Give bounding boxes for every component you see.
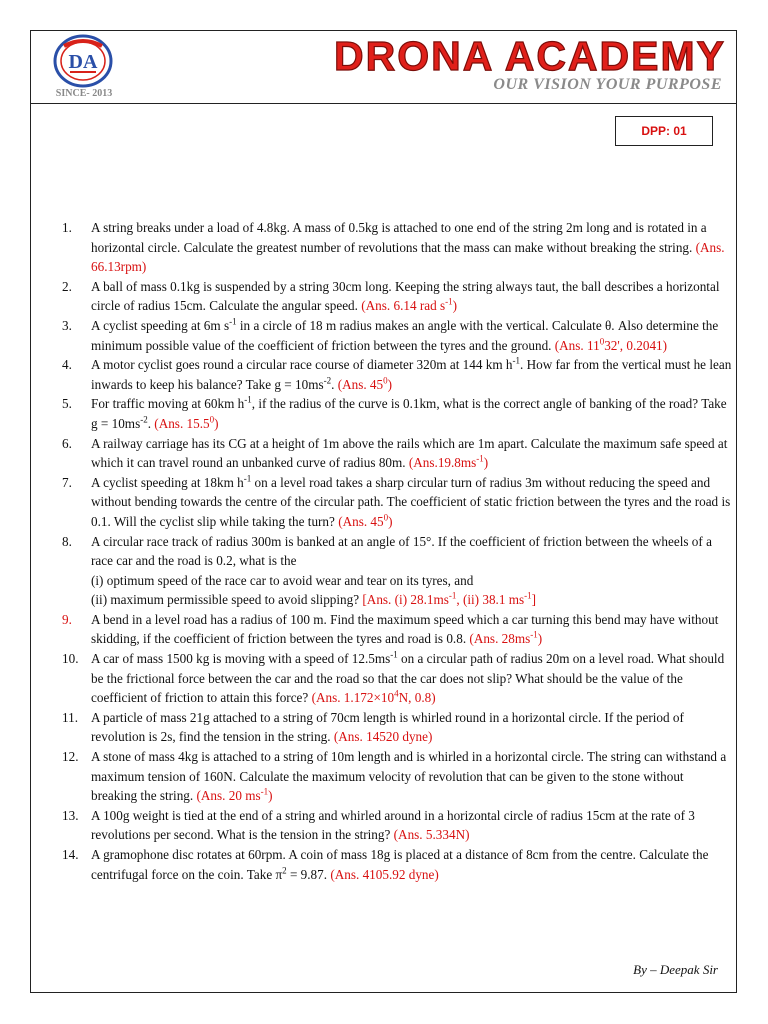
answer-text: -1 bbox=[530, 630, 538, 641]
answer-text: ) bbox=[268, 788, 273, 804]
question-item bbox=[62, 845, 732, 884]
question-number: 6. bbox=[62, 435, 72, 451]
answer-text: 0 bbox=[383, 375, 388, 386]
answer-text: 32', 0.2041) bbox=[604, 337, 668, 353]
question-text: -1 bbox=[390, 649, 398, 660]
question-item bbox=[62, 316, 732, 355]
answer-text: (Ans.19.8ms bbox=[408, 455, 477, 471]
question-text: in a circle of 18 m radius makes an angle with the vertical. Calculate θ. Also determine the minimum possible value of the coefficient of friction between the tyres and the ground. bbox=[91, 317, 719, 353]
question-text: A stone of mass 4kg is attached to a string of 10m length and is whirled in a horizontal circle. The string can withstand a maximum tension of 160N. Calculate the maximum velocity of revolution that can be given to the stone without breaking the string. bbox=[91, 749, 727, 804]
question-text: A gramophone disc rotates at 60rpm. A coin of mass 18g is placed at a distance of 8cm from the centre. Calculate the centrifugal force on the coin. Take π bbox=[91, 847, 709, 882]
question-item bbox=[62, 277, 732, 316]
question-text: -2 bbox=[140, 414, 148, 425]
question-text: For traffic moving at 60km h bbox=[91, 396, 245, 412]
question-number: 3. bbox=[62, 317, 72, 333]
header-divider bbox=[30, 103, 737, 104]
answer-text: (Ans. 4105.92 dyne) bbox=[330, 866, 439, 882]
since-label: SINCE- 2013 bbox=[55, 88, 113, 99]
question-number: 10. bbox=[62, 651, 79, 667]
question-text: A motor cyclist goes round a circular race course of diameter 320m at 144 km h bbox=[91, 357, 513, 373]
question-text: -2 bbox=[323, 375, 332, 386]
question-number: 5. bbox=[62, 396, 72, 412]
answer-text: ] bbox=[531, 592, 537, 608]
question-item bbox=[62, 747, 732, 806]
question-text: A cyclist speeding at 6m s bbox=[91, 317, 230, 333]
answer-text: (Ans. 6.14 rad s bbox=[361, 298, 446, 314]
question-number: 9. bbox=[62, 611, 72, 627]
question-text: A bend in a level road has a radius of 100 m. Find the maximum speed which a car turning this bend may have without skidding, if the coefficient of friction between the tyres and road is 0.8. bbox=[91, 611, 719, 647]
question-text: A circular race track of radius 300m is banked at an angle of 15°. If the coefficient of friction between the wheels of a race car and the road is 0.2, what is the bbox=[91, 533, 712, 569]
dpp-label: DPP: 01 bbox=[615, 116, 713, 146]
question-item bbox=[62, 806, 732, 845]
question-item bbox=[62, 610, 732, 649]
answer-text: (Ans. 1.172×10 bbox=[311, 690, 395, 706]
answer-text: (Ans. 11 bbox=[554, 337, 600, 353]
question-text: = 9.87. bbox=[286, 866, 331, 882]
question-item bbox=[62, 218, 732, 277]
answer-text: ) bbox=[452, 298, 458, 314]
question-number: 4. bbox=[62, 357, 72, 373]
question-item bbox=[62, 473, 732, 532]
question-text: A 100g weight is tied at the end of a string and whirled around in a horizontal circle of radius 15cm at the rate of 3 revolutions per second. What is the tension in the string? bbox=[91, 807, 695, 843]
question-number: 12. bbox=[62, 749, 79, 765]
question-text: -1 bbox=[244, 394, 252, 405]
question-number: 2. bbox=[62, 278, 72, 294]
answer-text: -1 bbox=[260, 786, 269, 797]
answer-text: 0 bbox=[599, 336, 605, 347]
academy-logo-icon bbox=[52, 34, 114, 88]
question-text: (i) optimum speed of the race car to avoid wear and tear on its tyres, and bbox=[91, 572, 474, 588]
answer-text: ) bbox=[214, 415, 219, 431]
answer-text: (Ans. 45 bbox=[337, 376, 384, 392]
answer-text: (Ans. 20 ms bbox=[196, 788, 261, 804]
answer-text: [Ans. (i) 28.1ms bbox=[362, 592, 449, 608]
question-text: on a level road takes a sharp circular turn of radius 3m without reducing the speed and without bending towards the centre of the circular path. The coefficient of static friction between the tyres and the road is 0.1. Will the cyclist slip while taking the turn? bbox=[91, 474, 731, 529]
answer-text: ) bbox=[387, 376, 393, 392]
answer-text: ) bbox=[483, 455, 489, 471]
answer-text: -1 bbox=[524, 590, 532, 601]
question-list bbox=[62, 218, 732, 884]
question-number: 1. bbox=[62, 220, 72, 235]
answer-text: N, 0.8) bbox=[398, 690, 436, 706]
question-item bbox=[62, 434, 732, 473]
question-text: A string breaks under a load of 4.8kg. A mass of 0.5kg is attached to one end of the string 2m long and is rotated in a horizontal circle. Calculate the greatest number of revolutions that the mass can make without breaking the string. bbox=[91, 220, 707, 255]
author-credit: By – Deepak Sir bbox=[633, 962, 718, 977]
question-number: 14. bbox=[62, 847, 79, 862]
question-text: . bbox=[147, 415, 155, 431]
question-number: 11. bbox=[62, 709, 78, 725]
answer-text: -1 bbox=[476, 453, 484, 464]
question-item bbox=[62, 532, 732, 610]
question-text: (ii) maximum permissible speed to avoid slipping? bbox=[91, 592, 363, 608]
question-item bbox=[62, 355, 732, 394]
question-text: A particle of mass 21g attached to a string of 70cm length is whirled round in a horizontal circle. If the period of revolution is 2s, find the tension in the string. bbox=[91, 709, 684, 745]
question-number: 8. bbox=[62, 533, 72, 549]
answer-text: (Ans. 5.334N) bbox=[393, 827, 470, 843]
question-text: -1 bbox=[229, 316, 237, 327]
answer-text: -1 bbox=[448, 590, 457, 601]
answer-text: 0 bbox=[209, 414, 215, 425]
question-text: -1 bbox=[512, 355, 520, 366]
answer-text: (Ans. 15.5 bbox=[154, 415, 210, 431]
academy-name: DRONA ACADEMY bbox=[334, 33, 726, 79]
question-item bbox=[62, 708, 732, 747]
academy-tagline: OUR VISION YOUR PURPOSE bbox=[493, 76, 722, 93]
question-text: 2 bbox=[282, 865, 287, 876]
question-item bbox=[62, 649, 732, 708]
answer-text: 0 bbox=[383, 512, 389, 523]
answer-text: ) bbox=[388, 513, 393, 529]
answer-text: (Ans. 45 bbox=[338, 513, 384, 529]
answer-text: (Ans. 28ms bbox=[469, 631, 531, 647]
answer-text: 4 bbox=[394, 688, 399, 699]
question-number: 13. bbox=[62, 807, 79, 823]
answer-text: (Ans. 14520 dyne) bbox=[333, 729, 433, 745]
question-text: -1 bbox=[243, 473, 252, 484]
question-text: A railway carriage has its CG at a height of 1m above the rails which are 1m apart. Calculate the maximum safe speed at which it can travel round an unbanked curve of radius 80m. bbox=[91, 435, 728, 471]
answer-text: ) bbox=[537, 631, 543, 647]
question-text: A cyclist speeding at 18km h bbox=[91, 474, 244, 490]
answer-text: (Ans. 66.13rpm) bbox=[91, 239, 725, 275]
question-number: 7. bbox=[62, 474, 72, 490]
svg-text:DA: DA bbox=[68, 51, 98, 73]
question-text: , if the radius of the curve is 0.1km, what is the correct angle of banking of the road? Take g = 10ms bbox=[91, 396, 727, 431]
answer-text: -1 bbox=[445, 296, 453, 307]
question-text: A ball of mass 0.1kg is suspended by a string 30cm long. Keeping the string always taut, the ball describes a horizontal circle of radius 15cm. Calculate the angular speed. bbox=[91, 278, 720, 314]
answer-text: , (ii) 38.1 ms bbox=[456, 592, 525, 608]
question-text: . How far from the vertical must he lean inwards to keep his balance? Take g = 10ms bbox=[91, 357, 732, 392]
question-text: A car of mass 1500 kg is moving with a speed of 12.5ms bbox=[91, 651, 391, 667]
question-text: on a circular path of radius 20m on a level road. What should be the frictional force between the car and the road so that the car does not slip? What should be the value of the coefficient of friction to attain this force? bbox=[91, 651, 725, 706]
question-item bbox=[62, 394, 732, 433]
question-text: . bbox=[331, 376, 338, 392]
